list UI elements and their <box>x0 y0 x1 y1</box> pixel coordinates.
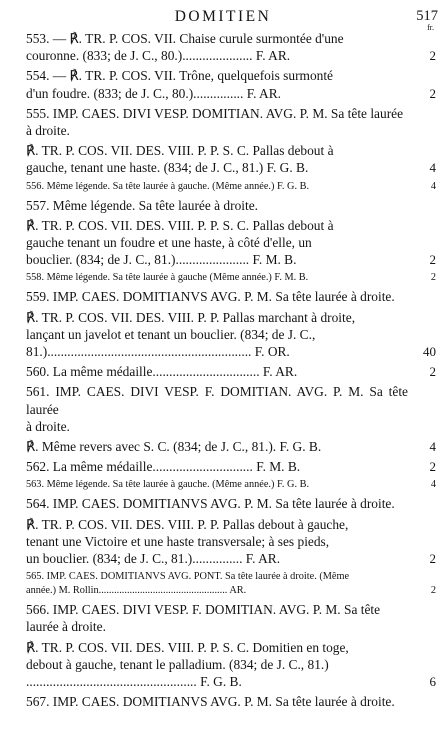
catalogue-entry <box>0 197 446 214</box>
catalogue-entry <box>0 458 446 475</box>
catalogue-entry <box>0 180 446 194</box>
entry-line: tenant une Victoire et une haste transversale; à ses pieds, <box>26 533 330 549</box>
entry-line: gauche tenant un foudre et une haste, à côté d'elle, un <box>26 235 312 251</box>
entry-line: 566. IMP. CAES. DIVI VESP. F. DOMITIAN. AVG. P. M. Sa tête <box>26 602 381 618</box>
catalogue-entry <box>0 693 446 710</box>
rarity-value: 2 <box>430 272 436 284</box>
catalogue-entry <box>0 67 446 101</box>
page-marker: fr. <box>427 23 434 32</box>
reverse-entry <box>0 217 446 269</box>
rarity-value: 2 <box>429 252 436 268</box>
entry-line: ℟. TR. P. COS. VII. DES. VIII. P. P. S. C. Domitien en toge, <box>26 639 349 655</box>
entry-line: 558. Même légende. Sa tête laurée à gauche (Même année.) F. M. B. <box>26 272 309 284</box>
entry-line: 563. Même légende. Sa tête laurée à gauche. (Même année.) F. G. B. <box>26 479 310 491</box>
rarity-value: 2 <box>429 551 436 567</box>
entry-line: à droite. <box>26 123 70 139</box>
entry-line: 564. IMP. CAES. DOMITIANVS AVG. P. M. Sa tête laurée à droite. <box>26 496 395 512</box>
rarity-value: 2 <box>430 585 436 597</box>
entry-line: ℟. TR. P. COS. VII. DES. VIII. P. P. Pallas marchant à droite, <box>26 309 356 325</box>
catalogue-entry <box>0 478 446 492</box>
entry-line: 565. IMP. CAES. DOMITIANVS AVG. PONT. Sa tête laurée à droite. (Même <box>26 571 350 583</box>
entry-line: 559. IMP. CAES. DOMITIANVS AVG. P. M. Sa tête laurée à droite. <box>26 289 395 305</box>
catalogue-entry <box>0 271 446 285</box>
page-number: 517 <box>416 8 438 24</box>
entry-line: bouclier. (834; de J. C., 81.)...................... F. M. B. <box>26 252 297 268</box>
catalogue-entry <box>0 383 446 435</box>
catalogue-entries <box>0 30 446 714</box>
entry-line: ℟. Même revers avec S. C. (834; de J. C., 81.). F. G. B. <box>26 439 322 455</box>
entry-line: lançant un javelot et tenant un bouclier. (834; de J. C., <box>26 326 316 342</box>
rarity-value: 4 <box>429 160 436 176</box>
rarity-value: 4 <box>429 439 436 455</box>
reverse-entry <box>0 639 446 691</box>
entry-line: laurée à droite. <box>26 619 106 635</box>
page-header <box>0 6 446 32</box>
rarity-value: 2 <box>429 85 436 101</box>
entry-line: 562. La même médaille.............................. F. M. B. <box>26 459 301 475</box>
rarity-value: 4 <box>430 479 436 491</box>
catalogue-entry <box>0 105 446 139</box>
entry-line: 561. IMP. CAES. DIVI VESP. F. DOMITIAN. AVG. P. M. Sa tête laurée <box>26 384 408 417</box>
entry-line: 554. — ℟. TR. P. COS. VII. Trône, quelquefois surmonté <box>26 68 333 84</box>
rarity-value: 4 <box>430 180 436 192</box>
entry-line: à droite. <box>26 418 70 434</box>
entry-line: 555. IMP. CAES. DIVI VESP. DOMITIAN. AVG. P. M. Sa tête laurée <box>26 105 404 121</box>
catalogue-entry <box>0 30 446 64</box>
entry-line: année.) M. Rollin.................................................. AR. <box>26 585 247 597</box>
reverse-entry <box>0 516 446 568</box>
catalogue-entry <box>0 601 446 635</box>
entry-line: ℟. TR. P. COS. VII. DES. VIII. P. P. Pallas debout à gauche, <box>26 516 349 532</box>
entry-line: ................................................... F. G. B. <box>26 674 242 690</box>
catalogue-entry <box>0 288 446 305</box>
entry-line: un bouclier. (834; de J. C., 81.)............... F. AR. <box>26 551 281 567</box>
rarity-value: 40 <box>423 344 436 360</box>
entry-line: 557. Même légende. Sa tête laurée à droite. <box>26 197 259 213</box>
entry-line: 81.)............................................................. F. OR. <box>26 344 290 360</box>
rarity-value: 2 <box>429 364 436 380</box>
rarity-value: 2 <box>429 48 436 64</box>
catalogue-entry <box>0 570 446 598</box>
entry-line: d'un foudre. (833; de J. C., 80.)............... F. AR. <box>26 85 282 101</box>
reverse-entry <box>0 438 446 455</box>
rarity-value: 2 <box>429 459 436 475</box>
entry-line: 556. Même légende. Sa tête laurée à gauche. (Même année.) F. G. B. <box>26 180 310 192</box>
catalogue-entry <box>0 495 446 512</box>
reverse-entry <box>0 142 446 176</box>
entry-line: couronne. (833; de J. C., 80.)..................... F. AR. <box>26 48 291 64</box>
entry-line: 560. La même médaille................................ F. AR. <box>26 364 298 380</box>
entry-line: ℟. TR. P. COS. VII. DES. VIII. P. P. S. C. Pallas debout à <box>26 143 334 159</box>
entry-line: ℟. TR. P. COS. VII. DES. VIII. P. P. S. C. Pallas debout à <box>26 217 334 233</box>
entry-line: gauche, tenant une haste. (834; de J. C., 81.) F. G. B. <box>26 160 309 176</box>
catalogue-entry <box>0 363 446 380</box>
reverse-entry <box>0 309 446 361</box>
entry-line: 553. — ℟. TR. P. COS. VII. Chaise curule surmontée d'une <box>26 31 344 46</box>
entry-line: debout à gauche, tenant le palladium. (834; de J. C., 81.) <box>26 656 329 672</box>
page-title: DOMITIEN <box>174 8 272 25</box>
entry-line: 567. IMP. CAES. DOMITIANVS AVG. P. M. Sa tête laurée à droite. <box>26 694 395 710</box>
rarity-value: 6 <box>429 674 436 690</box>
